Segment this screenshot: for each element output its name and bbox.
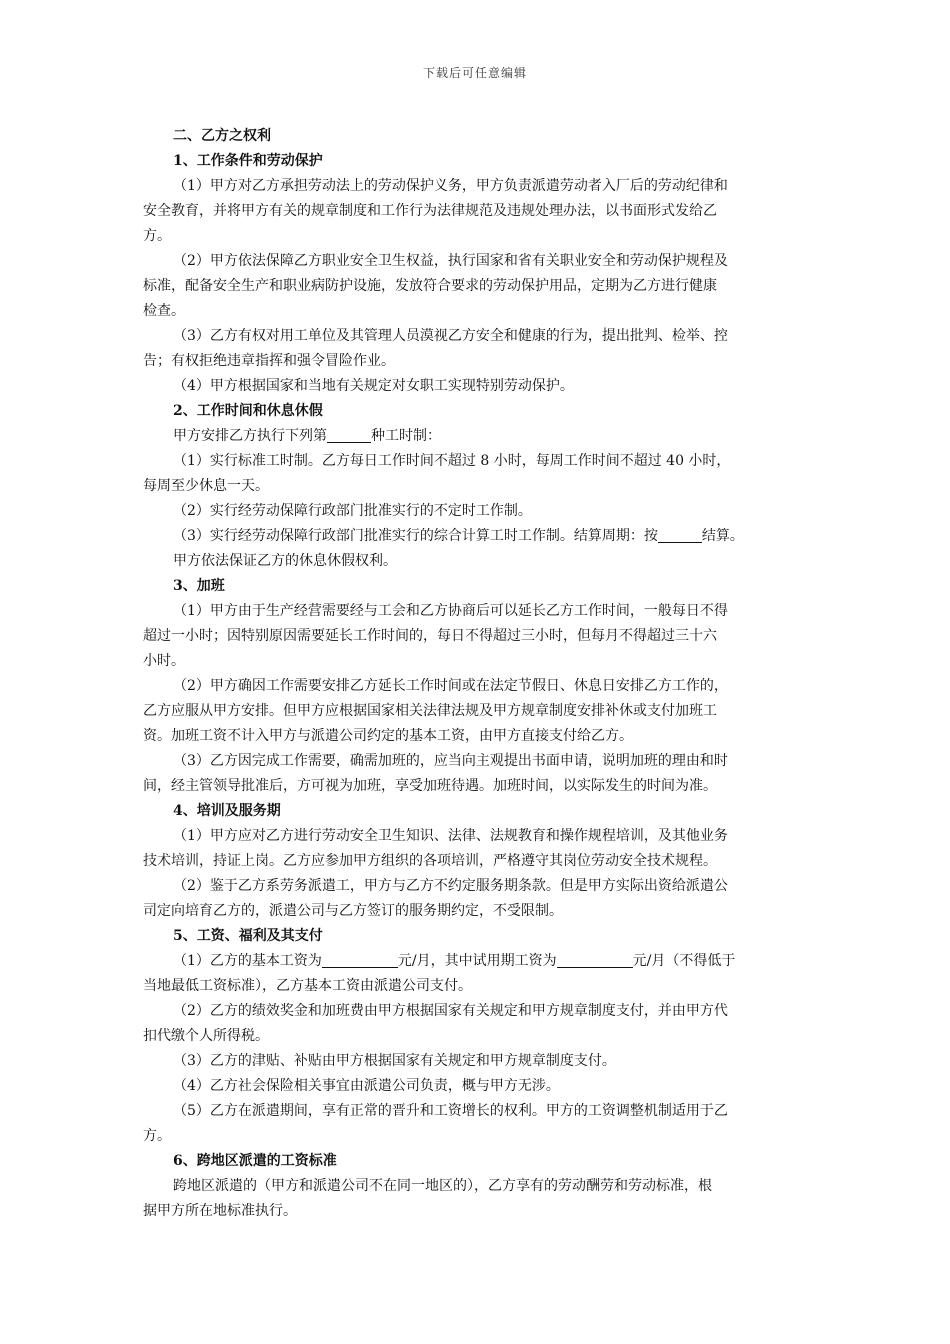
text-line	[143, 474, 811, 499]
text-line	[143, 324, 811, 349]
line-text: （3）乙方的津贴、补贴由甲方根据国家有关规定和甲方规章制度支付。	[173, 1053, 616, 1069]
line-text: 标准，配备安全生产和职业病防护设施，发放符合要求的劳动保护用品，定期为乙方进行健康	[143, 278, 717, 294]
text-line	[143, 424, 811, 449]
section-heading	[143, 124, 811, 149]
line-text: （1）甲方由于生产经营需要经与工会和乙方协商后可以延长乙方工作时间，一般每日不得	[173, 603, 728, 619]
line-text: 乙方应服从甲方安排。但甲方应根据国家相关法律法规及甲方规章制度安排补休或支付加班工	[143, 703, 717, 719]
line-text: （2）鉴于乙方系劳务派遣工，甲方与乙方不约定服务期条款。但是甲方实际出资给派遣公	[173, 878, 728, 894]
line-text: （3）乙方有权对用工单位及其管理人员漠视乙方安全和健康的行为，提出批判、检举、控	[173, 328, 728, 344]
line-text: 每周至少休息一天。	[143, 478, 269, 494]
section-heading	[143, 1149, 811, 1174]
line-text: 告；有权拒绝违章指挥和强令冒险作业。	[143, 353, 395, 369]
text-line	[143, 524, 811, 549]
text-line	[143, 1074, 811, 1099]
line-text: 小时。	[143, 653, 185, 669]
document-body	[143, 124, 811, 1224]
text-line	[143, 649, 811, 674]
text-line	[143, 674, 811, 699]
line-text: 5、工资、福利及其支付	[173, 928, 323, 944]
line-text: 4、培训及服务期	[173, 803, 281, 819]
section-heading	[143, 399, 811, 424]
line-text: 超过一小时；因特别原因需要延长工作时间的，每日不得超过三小时，但每月不得超过三十六	[143, 628, 717, 644]
text-line	[143, 274, 811, 299]
text-line	[143, 749, 811, 774]
line-text: 甲方安排乙方执行下列第	[173, 428, 327, 444]
line-text: 元/月，其中试用期工资为	[397, 953, 557, 969]
line-text: 安全教育，并将甲方有关的规章制度和工作行为法律规范及违规处理办法，以书面形式发给乙	[143, 203, 717, 219]
text-line	[143, 1199, 811, 1224]
line-text: （3）实行经劳动保障行政部门批准实行的综合计算工时工作制。结算周期：按	[173, 528, 658, 544]
line-text: 6、跨地区派遣的工资标准	[173, 1153, 337, 1169]
line-text: 据甲方所在地标准执行。	[143, 1203, 297, 1219]
line-text: （2）甲方确因工作需要安排乙方延长工作时间或在法定节假日、休息日安排乙方工作的，	[173, 678, 728, 694]
fill-in-blank	[557, 951, 633, 968]
fill-in-blank	[322, 951, 398, 968]
line-text: 元/月（不得低于	[632, 953, 736, 969]
text-line	[143, 299, 811, 324]
text-line	[143, 224, 811, 249]
section-heading	[143, 574, 811, 599]
text-line	[143, 999, 811, 1024]
line-text: 1、工作条件和劳动保护	[173, 153, 323, 169]
line-text: 2、工作时间和休息休假	[173, 403, 323, 419]
text-line	[143, 724, 811, 749]
page-header: 下载后可任意编辑	[422, 66, 527, 80]
text-line	[143, 699, 811, 724]
line-text: （4）甲方根据国家和当地有关规定对女职工实现特别劳动保护。	[173, 378, 574, 394]
text-line	[143, 374, 811, 399]
text-line	[143, 1124, 811, 1149]
text-line	[143, 874, 811, 899]
line-text: 方。	[143, 228, 171, 244]
text-line	[143, 1049, 811, 1074]
line-text: （2）实行经劳动保障行政部门批准实行的不定时工作制。	[173, 503, 532, 519]
text-line	[143, 1024, 811, 1049]
fill-in-blank	[327, 426, 371, 443]
line-text: （3）乙方因完成工作需要，确需加班的，应当向主观提出书面申请，说明加班的理由和时	[173, 753, 728, 769]
text-line	[143, 824, 811, 849]
line-text: 甲方依法保证乙方的休息休假权利。	[173, 553, 397, 569]
text-line	[143, 774, 811, 799]
text-line	[143, 599, 811, 624]
line-text: 技术培训，持证上岗。乙方应参加甲方组织的各项培训，严格遵守其岗位劳动安全技术规程。	[143, 853, 717, 869]
section-heading	[143, 924, 811, 949]
text-line	[143, 349, 811, 374]
line-text: （5）乙方在派遣期间，享有正常的晋升和工资增长的权利。甲方的工资调整机制适用于乙	[173, 1103, 728, 1119]
line-text: （4）乙方社会保险相关事宜由派遣公司负责，概与甲方无涉。	[173, 1078, 560, 1094]
line-text: 3、加班	[173, 578, 225, 594]
text-line	[143, 899, 811, 924]
line-text: 司定向培育乙方的，派遣公司与乙方签订的服务期约定，不受限制。	[143, 903, 563, 919]
text-line	[143, 249, 811, 274]
line-text: （2）甲方依法保障乙方职业安全卫生权益，执行国家和省有关职业安全和劳动保护规程及	[173, 253, 728, 269]
line-text: （1）甲方对乙方承担劳动法上的劳动保护义务，甲方负责派遣劳动者入厂后的劳动纪律和	[173, 178, 728, 194]
text-line	[143, 174, 811, 199]
section-heading	[143, 799, 811, 824]
text-line	[143, 1174, 811, 1199]
line-text: 结算。	[701, 528, 744, 544]
fill-in-blank	[658, 526, 702, 543]
text-line	[143, 449, 811, 474]
line-text: （2）乙方的绩效奖金和加班费由甲方根据国家有关规定和甲方规章制度支付，并由甲方代	[173, 1003, 728, 1019]
line-text: （1）乙方的基本工资为	[173, 953, 322, 969]
text-line	[143, 1099, 811, 1124]
line-text: 间，经主管领导批准后，方可视为加班，享受加班待遇。加班时间，以实际发生的时间为准。	[143, 778, 717, 794]
line-text: 当地最低工资标准），乙方基本工资由派遣公司支付。	[143, 978, 472, 994]
line-text: 二、乙方之权利	[173, 128, 271, 144]
line-text: 检查。	[143, 303, 185, 319]
text-line	[143, 949, 811, 974]
line-text: （1）甲方应对乙方进行劳动安全卫生知识、法律、法规教育和操作规程培训，及其他业务	[173, 828, 728, 844]
line-text: （1）实行标准工时制。乙方每日工作时间不超过 8 小时，每周工作时间不超过 40 小时，	[173, 453, 731, 469]
text-line	[143, 499, 811, 524]
line-text: 扣代缴个人所得税。	[143, 1028, 269, 1044]
text-line	[143, 849, 811, 874]
text-line	[143, 624, 811, 649]
text-line	[143, 199, 811, 224]
line-text: 跨地区派遣的（甲方和派遣公司不在同一地区的），乙方享有的劳动酬劳和劳动标准，根	[173, 1178, 712, 1194]
text-line	[143, 974, 811, 999]
text-line	[143, 549, 811, 574]
section-heading	[143, 149, 811, 174]
line-text: 资。加班工资不计入甲方与派遣公司约定的基本工资，由甲方直接支付给乙方。	[143, 728, 633, 744]
line-text: 种工时制：	[371, 428, 441, 444]
line-text: 方。	[143, 1128, 171, 1144]
